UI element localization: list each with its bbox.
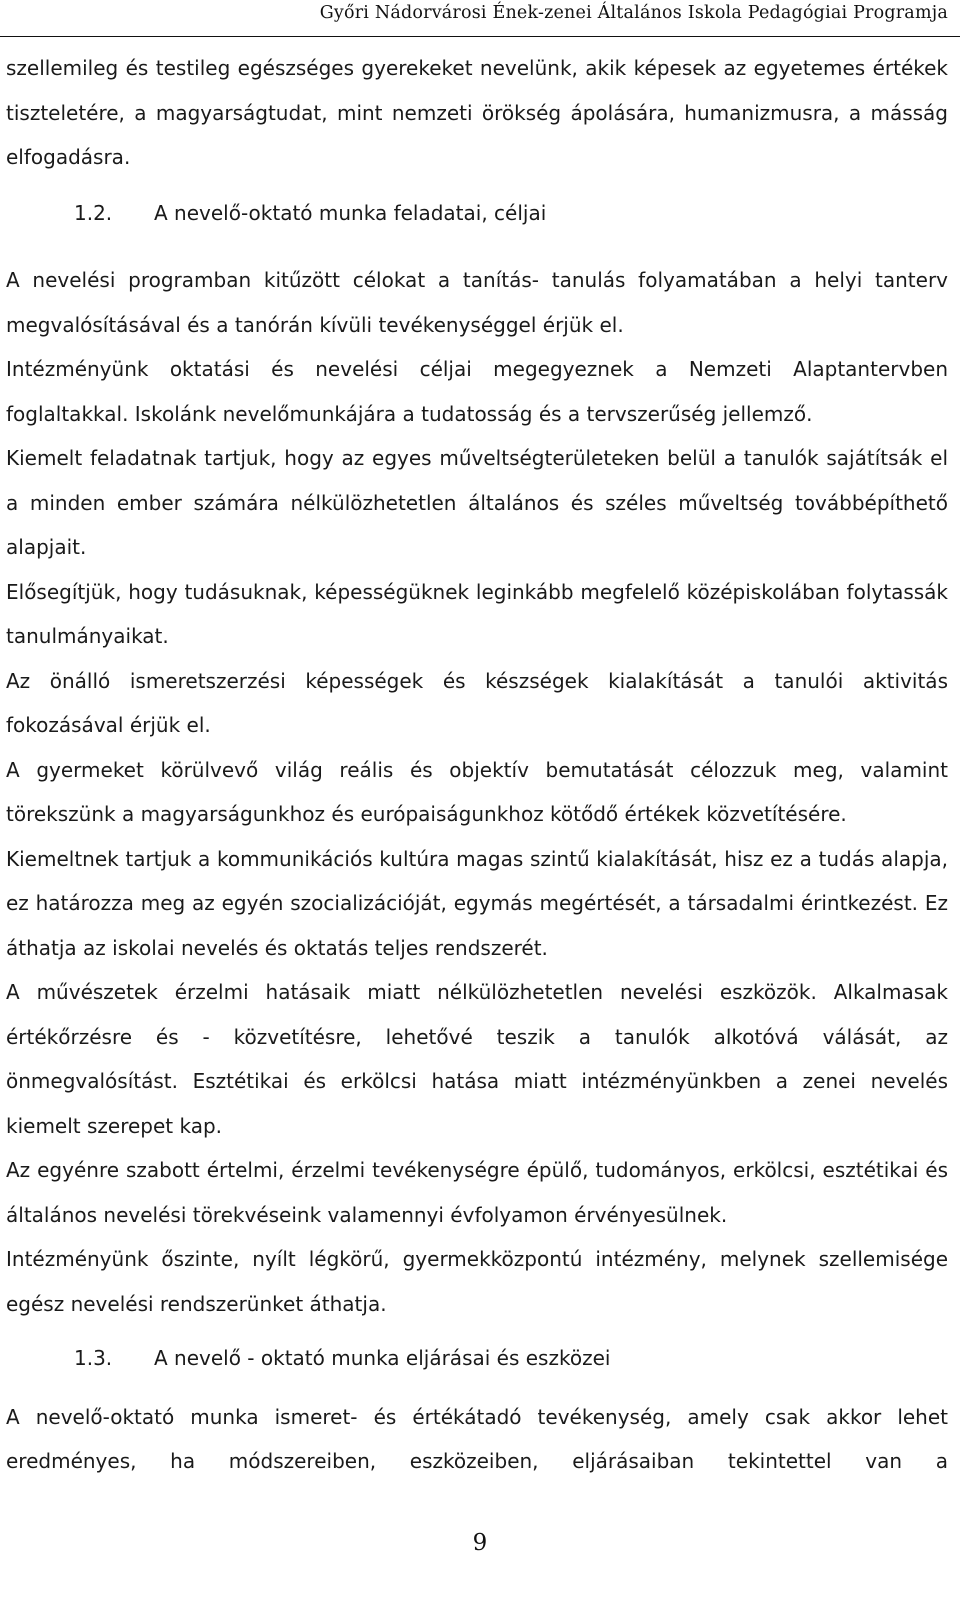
paragraph: Elősegítjük, hogy tudásuknak, képességüknek leginkább megfelelő középiskolában folytassák tanulmányaikat. bbox=[6, 579, 948, 648]
paragraph: Kiemeltnek tartjuk a kommunikációs kultúra magas szintű kialakítását, hisz ez a tudás alapja, ez határozza meg az egyén szocializációját, egymás megértését, a társadalmi érintkezést. Ez áthatja az iskolai nevelés és oktatás teljes rendszerét. bbox=[6, 846, 948, 960]
section-number: 1.2. bbox=[74, 200, 113, 225]
page-number: 9 bbox=[472, 1530, 488, 1556]
paragraph: A gyermeket körülvevő világ reális és objektív bemutatását célozzuk meg, valamint törekszünk a magyarságunkhoz és európaiságunkhoz kötődő értékek közvetítésére. bbox=[6, 757, 948, 826]
section-title: A nevelő-oktató munka feladatai, céljai bbox=[154, 200, 547, 225]
section-title: A nevelő - oktató munka eljárásai és eszközei bbox=[154, 1346, 611, 1370]
document-body bbox=[6, 46, 948, 1484]
section-heading-1-3 bbox=[6, 1336, 948, 1381]
section-number: 1.3. bbox=[74, 1346, 113, 1370]
paragraph: Intézményünk őszinte, nyílt légkörű, gyermekközpontú intézmény, melynek szellemisége egész nevelési rendszerünket áthatja. bbox=[6, 1247, 948, 1316]
paragraph: szellemileg és testileg egészséges gyerekeket nevelünk, akik képesek az egyetemes értékek tiszteletére, a magyarságtudat, mint nemzeti örökség ápolására, humanizmusra, a másság elfogadásra. bbox=[6, 56, 948, 169]
paragraph: Az önálló ismeretszerzési képességek és készségek kialakítását a tanulói aktivitás fokozásával érjük el. bbox=[6, 668, 948, 737]
paragraph: Intézményünk oktatási és nevelési céljai megegyeznek a Nemzeti Alaptantervben foglaltakkal. Iskolánk nevelőmunkájára a tudatosság és a tervszerűség jellemző. bbox=[6, 357, 948, 426]
paragraph: A nevelő-oktató munka ismeret- és értékátadó tevékenység, amely csak akkor lehet eredményes, ha módszereiben, eszközeiben, eljárásaiban tekintettel van a bbox=[6, 1404, 948, 1473]
paragraph: A nevelési programban kitűzött célokat a tanítás- tanulás folyamatában a helyi tanterv megvalósításával és a tanórán kívüli tevékenységgel érjük el. bbox=[6, 268, 948, 337]
header-rule bbox=[0, 36, 960, 37]
paragraph: Kiemelt feladatnak tartjuk, hogy az egyes műveltségterületeken belül a tanulók sajátítsák el a minden ember számára nélkülözhetetlen általános és széles műveltség továbbépíthető alapjait. bbox=[6, 446, 948, 559]
section-heading-1-2 bbox=[6, 191, 948, 236]
running-header: Győri Nádorvárosi Ének-zenei Általános Iskola Pedagógiai Programja bbox=[319, 3, 948, 23]
paragraph: A művészetek érzelmi hatásaik miatt nélkülözhetetlen nevelési eszközök. Alkalmasak értékőrzésre és - közvetítésre, lehetővé teszik a tanulók alkotóvá válását, az önmegvalósítást. Esztétikai és erkölcsi hatása miatt intézményünkben a zenei nevelés kiemelt szerepet kap. bbox=[6, 980, 948, 1138]
paragraph: Az egyénre szabott értelmi, érzelmi tevékenységre épülő, tudományos, erkölcsi, esztétikai és általános nevelési törekvéseink valamennyi évfolyamon érvényesülnek. bbox=[6, 1158, 948, 1227]
